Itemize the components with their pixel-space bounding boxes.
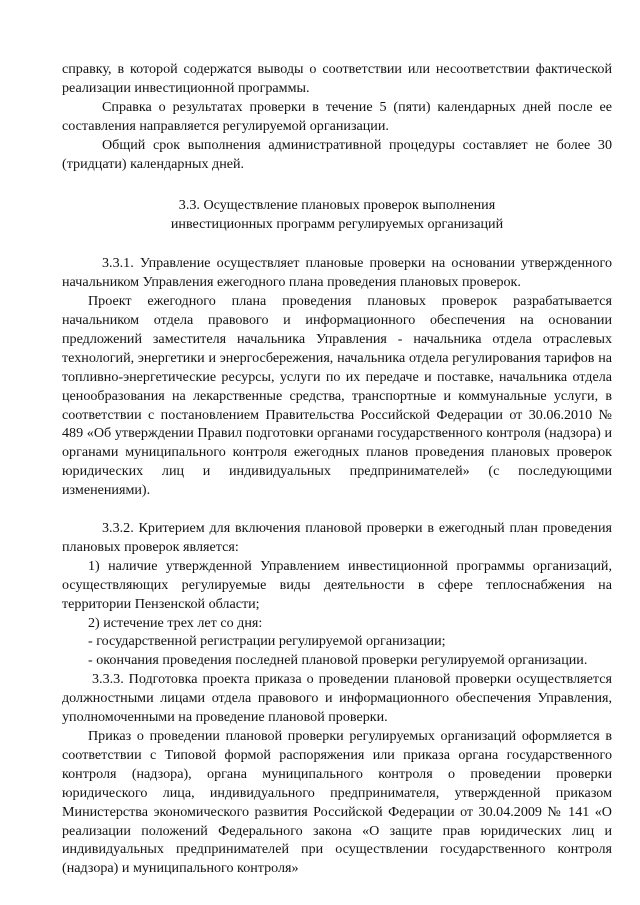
section-heading-line-2: инвестиционных программ регулируемых организаций xyxy=(170,216,504,233)
paragraph-3-3-1: 3.3.1. Управление осуществляет плановые проверки на основании утвержденного начальником Управления ежегодного плана проведения плановых проверок. xyxy=(62,255,612,291)
list-item-criterion-2a: - государственной регистрации регулируемой организации; xyxy=(88,633,446,650)
list-item-criterion-2: 2) истечение трех лет со дня: xyxy=(88,614,263,631)
paragraph-3-3-3: 3.3.3. Подготовка проекта приказа о проведении плановой проверки осуществляется должностными лицами отдела правового и информационного обеспечения Управления, уполномоченными на проведение плановой проверки. xyxy=(62,671,612,726)
paragraph-report-deadline: Справка о результатах проверки в течение 5 (пяти) календарных дней после ее составления направляется регулируемой организации. xyxy=(62,98,612,134)
document-page xyxy=(62,60,612,878)
section-heading-3-3 xyxy=(62,196,612,234)
paragraph-continuation: справку, в которой содержатся выводы о соответствии или несоответствии фактической реализации инвестиционной программы. xyxy=(62,61,612,96)
paragraph-gap xyxy=(62,500,612,519)
list-item-criterion-1: 1) наличие утвержденной Управлением инвестиционной программы организаций, осуществляющих регулируемые виды деятельности в сфере теплоснабжения на территории Пензенской области; xyxy=(62,557,612,612)
paragraph-total-term: Общий срок выполнения административной процедуры составляет не более 30 (тридцати) календарных дней. xyxy=(62,136,612,172)
paragraph-3-3-2: 3.3.2. Критерием для включения плановой проверки в ежегодный план проведения плановых проверок является: xyxy=(62,520,612,555)
paragraph-inspection-order: Приказ о проведении плановой проверки регулируемых организаций оформляется в соответствии с Типовой формой распоряжения или приказа органа государственного контроля (надзора), органа муниципального контроля о проведении проверки юридического лица, индивидуального предпринимателя, утвержденной приказом Министерства экономического развития Российской Федерации от 30.04.2009 № 141 «О реализации положений Федерального закона «О защите прав юридических лиц и индивидуальных предпринимателей при осуществлении государственного контроля (надзора) и муниципального контроля» xyxy=(62,728,612,877)
section-heading-line-1: 3.3. Осуществление плановых проверок выполнения xyxy=(178,197,496,214)
paragraph-annual-plan-project: Проект ежегодного плана проведения плановых проверок разрабатывается начальником отдела правового и информационного обеспечения на основании предложений заместителя начальника Управления - начальника отдела отраслевых технологий, энергетики и энергосбережения, начальника отдела регулирования тарифов на топливно-энергетические ресурсы, услуги по их передаче и поставке, начальника отдела ценообразования на лекарственные средства, транспортные и коммунальные услуги, в соответствии с постановлением Правительства Российской Федерации от 30.06.2010 № 489 «Об утверждении Правил подготовки органами государственного контроля (надзора) и органами муниципального контроля ежегодных планов проведения плановых проверок юридических лиц и индивидуальных предпринимателей» (с последующими изменениями). xyxy=(62,293,612,499)
list-item-criterion-2b: - окончания проведения последней плановой проверки регулируемой организации. xyxy=(88,652,588,669)
